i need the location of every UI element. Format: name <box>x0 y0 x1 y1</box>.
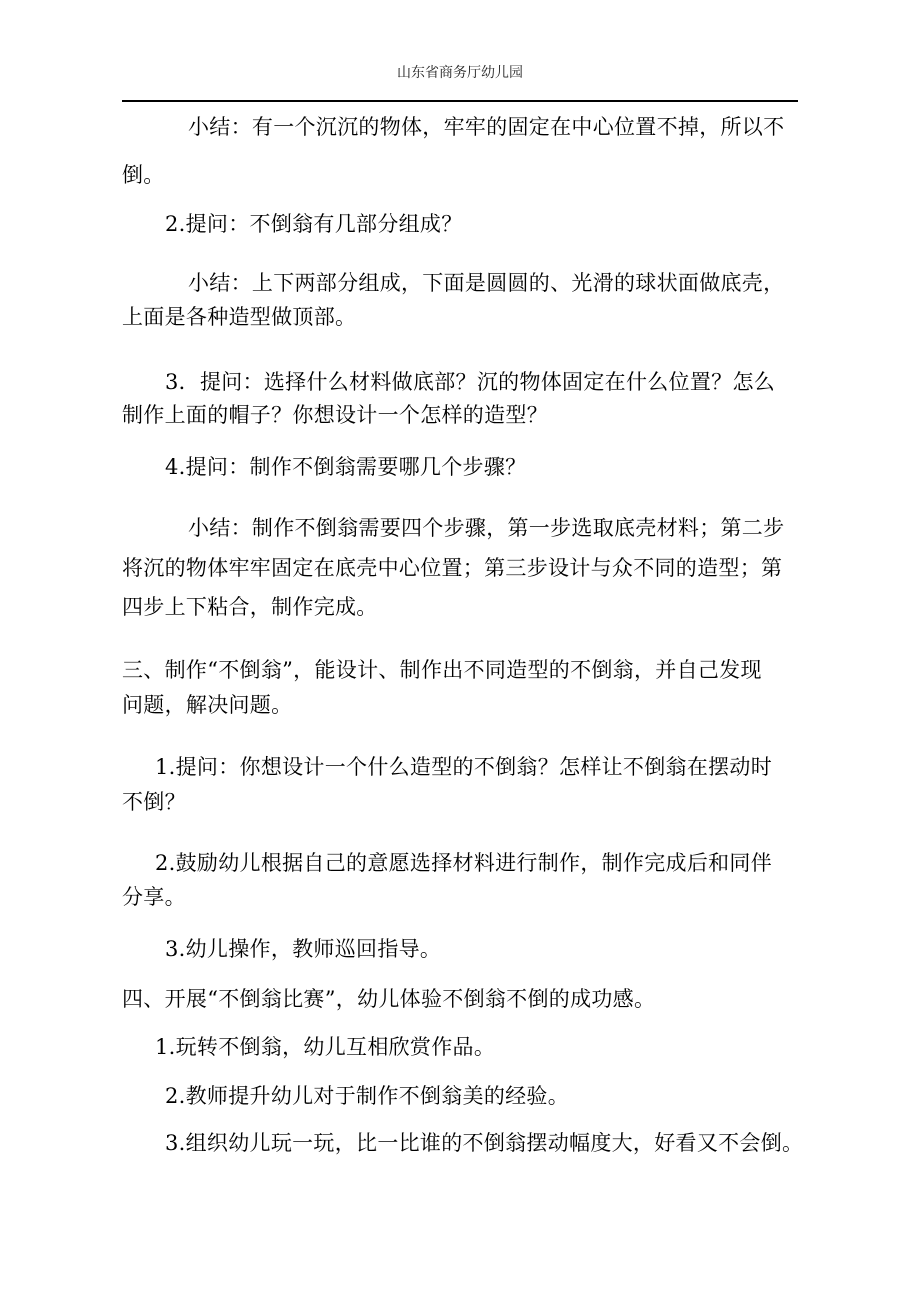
summary-paragraph-2-continued: 上面是各种造型做顶部。 <box>122 305 357 329</box>
summary-paragraph-3-line-2: 将沉的物体牢牢固定在底壳中心位置；第三步设计与众不同的造型；第 <box>122 556 783 580</box>
summary-paragraph-3-line-3: 四步上下粘合，制作完成。 <box>122 595 378 619</box>
summary-paragraph-3: 小结：制作不倒翁需要四个步骤，第一步选取底壳材料；第二步 <box>188 516 785 540</box>
section-3-item-1-continued: 不倒？ <box>122 790 186 814</box>
section-4-item-2: 2.教师提升幼儿对于制作不倒翁美的经验。 <box>165 1084 570 1108</box>
section-3-heading: 三、制作“不倒翁”，能设计、制作出不同造型的不倒翁，并自己发现 <box>122 658 762 682</box>
section-3-item-2: 2.鼓励幼儿根据自己的意愿选择材料进行制作，制作完成后和同伴 <box>155 851 773 875</box>
question-2: 2.提问：不倒翁有几部分组成？ <box>165 212 463 236</box>
section-4-heading: 四、开展“不倒翁比赛”，幼儿体验不倒翁不倒的成功感。 <box>122 987 656 1011</box>
question-3-continued: 制作上面的帽子？你想设计一个怎样的造型？ <box>122 403 548 427</box>
section-4-item-3: 3.组织幼儿玩一玩，比一比谁的不倒翁摆动幅度大，好看又不会倒。 <box>165 1131 804 1155</box>
page-header: 山东省商务厅幼儿园 <box>397 65 523 81</box>
section-3-item-3: 3.幼儿操作，教师巡回指导。 <box>165 937 442 961</box>
summary-paragraph-2: 小结：上下两部分组成，下面是圆圆的、光滑的球状面做底壳， <box>188 271 785 295</box>
section-3-item-2-continued: 分享。 <box>122 885 186 909</box>
section-4-item-1: 1.玩转不倒翁，幼儿互相欣赏作品。 <box>155 1035 496 1059</box>
summary-paragraph-1-continued: 倒。 <box>122 163 165 187</box>
section-3-item-1: 1.提问：你想设计一个什么造型的不倒翁？怎样让不倒翁在摆动时 <box>155 755 773 779</box>
question-4: 4.提问：制作不倒翁需要哪几个步骤？ <box>165 455 527 479</box>
section-3-heading-continued: 问题，解决问题。 <box>122 693 293 717</box>
question-3: 3．提问：选择什么材料做底部？沉的物体固定在什么位置？怎么 <box>165 370 776 394</box>
summary-paragraph-1: 小结：有一个沉沉的物体，牢牢的固定在中心位置不掉，所以不 <box>188 115 785 139</box>
